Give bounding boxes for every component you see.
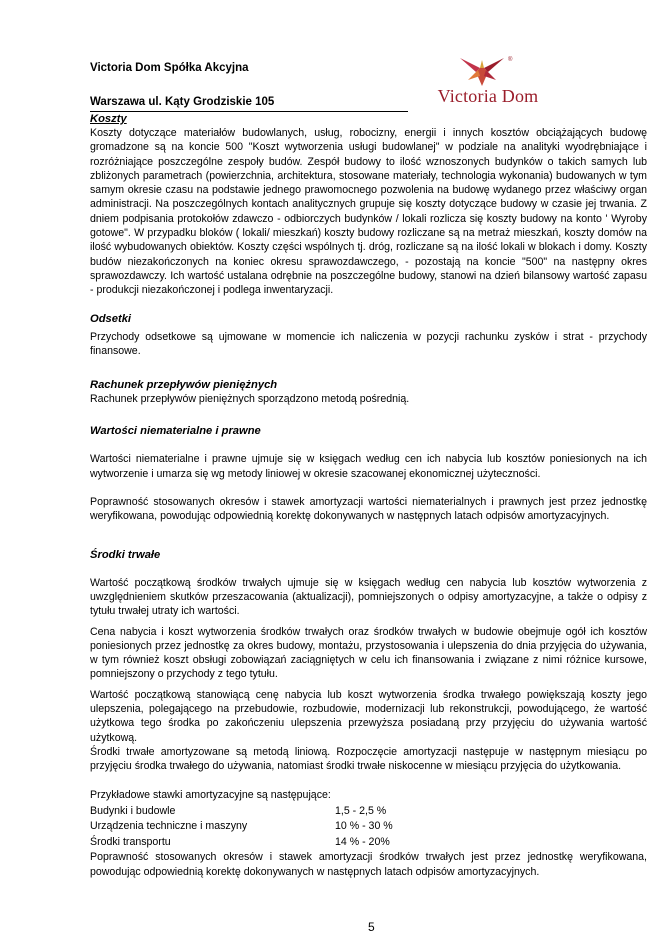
section-heading-koszty: Koszty	[90, 113, 127, 125]
rate-name: Środki transportu	[90, 835, 171, 848]
company-name: Victoria Dom Spółka Akcyjna	[90, 62, 249, 74]
victoria-dom-logo	[418, 52, 558, 108]
page-number: 5	[368, 920, 375, 934]
rate-value: 10 % - 30 %	[335, 820, 393, 833]
logo-text: Victoria Dom	[437, 86, 539, 106]
section-heading-przeplywy: Rachunek przepływów pieniężnych	[90, 379, 278, 392]
srodki-paragraph-2: Cena nabycia i koszt wytworzenia środków trwałych oraz środków trwałych w budowie obejmuje ogół ich kosztów poniesionych przez jednostkę za okres budowy, montażu, przystosowania i ulepszenia do dnia przyjęcia do używania, w tym również koszt obsługi zobowiązań zaciągniętych w celu ich finansowania i związane z nimi różnice kursowe, pomniejszony o przychody z tego tytułu.	[90, 625, 647, 681]
section-heading-niematerialne: Wartości niematerialne i prawne	[90, 425, 261, 438]
odsetki-paragraph: Przychody odsetkowe są ujmowane w momencie ich naliczenia w pozycji rachunku zysków i strat - przychody finansowe.	[90, 330, 647, 357]
page-content	[90, 112, 647, 879]
koszty-paragraph: Koszty dotyczące materiałów budowlanych, usług, robocizny, energii i innych kosztów obciążających budowę gromadzone są na koncie 500 "Koszt wytworzenia usługi budowlanej" w podziale na analityki wyodrębniające i rozróżniające poszczególne zespoły budów. Zespół budowy to ilość wznoszonych budynków o takich samych lub zbliżonych parametrach (powierzchnia, architektura, stosowane materiały, technologia wykonania) budowanych w tym samym okresie czasu na podstawie jednego prawomocnego pozwolenia na budowę wydanego przez właściwy organ administracji. Na poszczególnych kontach analitycznych grupuje się koszty dotyczące budowy w czasie jej trwania. Z dniem podpisania protokołów zdawczo - odbiorczych budynków / lokali rozlicza się koszty budowy na konto ' Wyroby gotowe". W przypadku bloków ( lokali/ mieszkań) koszty budowy rozliczane są na metraż mieszkań, koszty domów na ilość wybudowanych obiektów. Koszty części wspólnych tj. dróg, rozliczane są na ilość lokali w blokach i domy. Koszty budów niezakończonych na koniec okresu sprawozdawczego, - pozostają na koncie "500" na następny okres sprawozdawczy. Ich wartość ustalana odrębnie na poszczególne budowy, stanowi na dzień bilansowy wartość zapasu - produkcji niezakończonej i podlega inwentaryzacji.	[90, 127, 647, 297]
registered-mark: ®	[508, 57, 513, 63]
srodki-paragraph-3: Wartość początkową stanowiącą cenę nabycia lub koszt wytworzenia środka trwałego powiększają koszty jego ulepszenia, polegającego na przebudowie, rozbudowie, modernizacji lub rekonstrukcji, powodującego, że wartość użytkowa tego środka po zakończeniu ulepszenia przewyższa posiadaną przy przyjęciu do używania wartość użytkową.	[90, 688, 647, 744]
rate-name: Urządzenia techniczne i maszyny	[90, 820, 248, 833]
rate-name: Budynki i budowle	[90, 804, 176, 817]
rates-intro: Przykładowe stawki amortyzacyjne są następujące:	[90, 788, 331, 801]
przeplywy-paragraph: Rachunek przepływów pieniężnych sporządzono metodą pośrednią.	[90, 393, 410, 406]
section-heading-srodki: Środki trwałe	[90, 548, 161, 561]
niematerialne-paragraph-2: Poprawność stosowanych okresów i stawek amortyzacji wartości niematerialnych i prawnych jest przez jednostkę weryfikowana, powodując odpowiednią korektę dokonywanych w następnych latach odpisów amortyzacyjnych.	[90, 496, 647, 523]
table-row	[90, 804, 393, 820]
company-address: Warszawa ul. Kąty Grodziskie 105	[90, 96, 275, 108]
niematerialne-paragraph-1: Wartości niematerialne i prawne ujmuje się w księgach według cen ich nabycia lub kosztów poniesionych na ich wytworzenie i umarza się wg metody liniowej w okresie szacowanej ekonomicznej użyteczności.	[90, 453, 647, 480]
table-row	[90, 835, 393, 851]
table-row	[90, 819, 393, 835]
rate-value: 1,5 - 2,5 %	[335, 804, 387, 817]
depreciation-rates-table	[90, 804, 393, 851]
srodki-paragraph-1: Wartość początkową środków trwałych ujmuje się w księgach według cen nabycia lub kosztów wytworzenia z uwzględnieniem skutków przeszacowania (aktualizacji), pomniejszonych o odpisy amortyzacyjne, a także o odpisy z tytułu trwałej utraty ich wartości.	[90, 576, 647, 618]
srodki-paragraph-4: Środki trwałe amortyzowane są metodą liniową. Rozpoczęcie amortyzacji następuje w następnym miesiącu po przyjęciu środka trwałego do używania, natomiast środki trwałe niskocenne w miesiącu przyjęcia do użytkowania.	[90, 745, 647, 773]
srodki-paragraph-5: Poprawność stosowanych okresów i stawek amortyzacji środków trwałych jest przez jednostkę weryfikowana, powodując odpowiednią korektę dokonywanych w następnych latach odpisów amortyzacyjnych.	[90, 851, 647, 878]
section-heading-odsetki: Odsetki	[90, 312, 132, 325]
rate-value: 14 % - 20%	[335, 835, 390, 848]
